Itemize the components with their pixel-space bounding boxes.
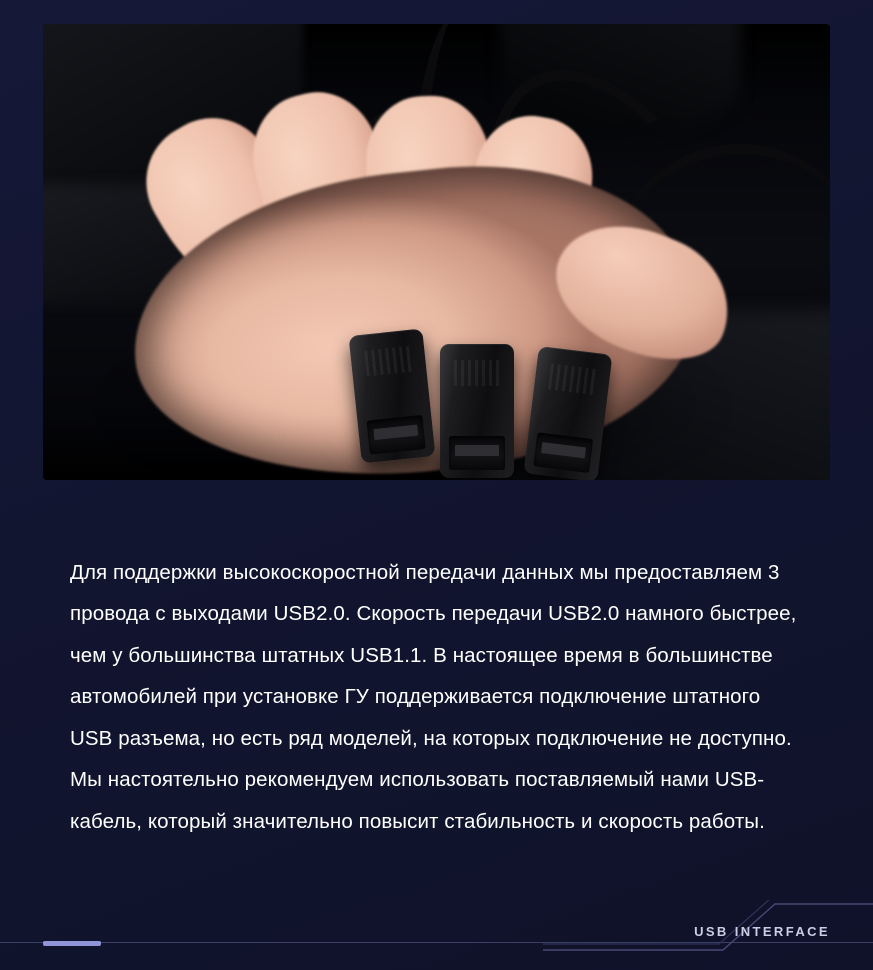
usb-port-opening — [533, 432, 593, 473]
footer — [0, 884, 873, 970]
usb-emboss — [364, 346, 412, 377]
usb-port-opening — [366, 415, 425, 455]
hand — [83, 82, 743, 480]
usb-connector — [349, 328, 436, 463]
usb-port-opening — [449, 436, 505, 470]
description-paragraph: Для поддержки высокоскоростной передачи данных мы предоставляем 3 провода с выходами USB2.0. Скорость передачи USB2.0 намного быстрее, чем у большинства штатных USB1.1. В настоящее время в большинстве автомобилей при установке ГУ поддерживается подключение штатного USB разъема, но есть ряд моделей, на которых подключение не доступно. Мы настоятельно рекомендуем использовать поставляемый нами USB-кабель, который значительно повысит стабильность и скорость работы. — [70, 560, 797, 833]
product-photo — [43, 24, 830, 480]
footer-label: USB INTERFACE — [694, 924, 830, 939]
usb-connector — [440, 344, 514, 478]
footer-accent-bar — [43, 941, 101, 946]
usb-emboss — [454, 360, 500, 386]
usb-emboss — [548, 364, 597, 395]
photo-image — [43, 24, 830, 480]
usb-connector — [523, 346, 612, 480]
